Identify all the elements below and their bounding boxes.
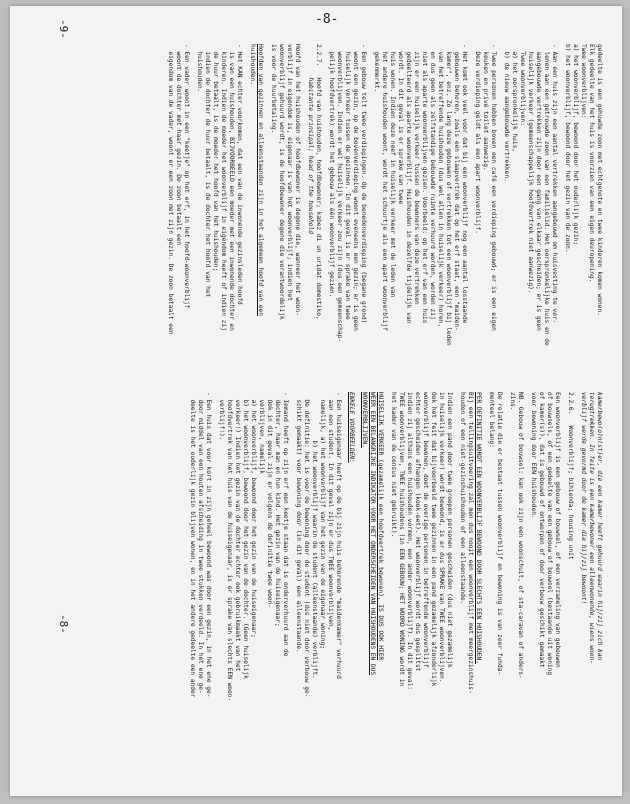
text-line: Twee woonverblijven: — [519, 44, 526, 126]
text-line: De relatie die er bestaat tussen woonverblijf en bewoning is van zeer funda- — [496, 392, 503, 676]
text-line: in huiselijk verkeer) wordt bewoond, is er dus SPRAKE van TWEE woonverblijven. — [438, 392, 445, 683]
text-line: of kamer(s)), dat is gebouwd of ontworpen of door verbouw geschikt gemaakt — [538, 392, 545, 668]
left-page-text — [188, 392, 603, 772]
text-line: PER DEFINITIE WORDT EEN WOONVERBLIJF BEWOOND DOOR SLECHTS EEN HUISHOUDEN. — [475, 392, 482, 664]
text-line: NB. Gebouw of bouwsel: kan ook zijn een woonschuit, of sta-caravan of anders- — [517, 392, 524, 679]
text-line: huishouden. — [196, 44, 203, 93]
paragraph-gap — [503, 392, 508, 772]
text-line: of bouwsels, of een gedeelte van een gebouw of bouwsel (bestaande uit woning — [546, 392, 553, 676]
text-line: woont de dochter met haar gezin. De zoon betaalt een — [175, 44, 182, 246]
text-line: gedeelteerd als aparte woonverblijf. Huishouden in dezelfde tijdelijk van — [405, 44, 412, 324]
text-line: woonverblijven. Indien er wel huiselijk verkeer zou zijn (dus een gemeenschap- — [336, 44, 343, 343]
text-line: Hoofden van gezinnen en alleenstaanden zijn in het algemeen hoofd van een — [257, 44, 264, 316]
text-line: WOONVERBLIJVEN. — [361, 392, 368, 448]
text-line: lenen aan een getrouwde zoon van een familielid. Het oorspronkelijke huis en de — [543, 44, 550, 346]
scanned-sheet — [10, 6, 622, 796]
text-line: - Aan een huis zijn een aantal vertrekken aangebouwd om huisvesting te ver- — [551, 44, 558, 324]
text-line: - Een gebouw telt twee verdiepingen. Op de benedenverdieping (begane grond) — [360, 44, 367, 324]
text-line: TWEE woonverblijven, TWEE huishoudens (in EEN GEBOUW; HET WOORD WONING wordt in — [398, 392, 405, 687]
text-line: Elk gedeelte van het huis is voorzien van een eigen deuropening. — [588, 44, 595, 283]
text-line: indien zij althans een huishouden vormen, een ander woonverblijf). In dit geval: — [406, 392, 413, 691]
text-line: door middel van een houten afscheiding in twee stukken verdeeld. In het ene ge- — [197, 392, 204, 694]
text-line: dochter, haar man en hun kind. Het gezin van de huiseigenaar; — [274, 392, 281, 627]
text-line: - Een vader woont in een "keetje" op het erf, in het hoofd-woonverblijf — [183, 44, 190, 309]
text-line: - Twee personen hebben boven een café een verdieping gebouwd; er is een eigen — [490, 44, 497, 331]
text-line: keuken en privé toilet aanwezig. — [482, 44, 489, 171]
text-line: huishouden. — [249, 44, 256, 85]
text-line: namelijk, a) het woonverblijf van het gezin van de eigenaar woning; — [319, 392, 326, 650]
text-line: kamerbewo(o)n(st)er, die een kamer heeft gehuurd waarin hij/zij zich kan — [596, 392, 603, 661]
paragraph-gap — [482, 392, 487, 772]
text-line: hoofdvertrek van het huis van de huiseigenaar, is er sprake van slechts EEN woon- — [226, 392, 233, 702]
text-line: Ook het feit dat bijvoorbeeld twee gezinnen in een pand gezamelijk afzonderlijk — [430, 392, 437, 687]
text-line: kamer", enz. Zo lang deze gebouwen of vertrekken tot een woonverblijf bij leden — [445, 44, 452, 346]
text-line: eigendom van de vader, woont er een zoon met zijn gezin. De zoon betaalt een — [167, 44, 174, 335]
text-line: a) het woonverblijf, bewoond door het gezin van de huiseigenaar; — [250, 392, 257, 638]
text-line: De definitie: het is voor de bewoning door de student (dus niet door verbouw ge- — [303, 392, 310, 698]
text-line: Ook in dit geval zijn er volgens de definitie twee woon- — [266, 392, 273, 609]
text-line: menteel belang: — [488, 392, 495, 448]
text-line: - Een huiseigenaar heeft op de bij zijn huis behorende "maidenkamer" verhuurd — [335, 392, 342, 679]
text-line: b) het woonverblijf, bewoond door het gezin van de zoon. — [564, 44, 571, 253]
page-number-top: -8- — [315, 12, 339, 27]
text-line: b) het woonverblijf, bewoond door het gezin van de dochter. (Geen huiselijk — [242, 392, 249, 679]
text-line: ENKELE VOORBEELDEN: — [348, 392, 355, 463]
paragraph-gap — [190, 44, 195, 404]
text-line: pelijk hoofdvertrek) wordt het gebouw als één woonverblijf gezien. — [328, 44, 335, 298]
text-line: - Een huis dat voor kort in zijn geheel bewoond was door een gezin, in het ene ge- — [205, 392, 212, 698]
text-line: wordt. In dit geval is er sprake van twee — [397, 44, 404, 205]
text-line: kinderen. Indien de moeder het woonverblijf in eigendom heeft of indien zij — [220, 44, 227, 331]
paragraph-gap — [355, 392, 360, 772]
text-line: gedeelte is een gehuwde zoon met echtgenote en twee kinderen komen wonen. — [596, 44, 603, 316]
text-line: huiselijk verkeer (gemeenschappelijk hoofdvertrek niet aanwezig). — [527, 44, 534, 294]
text-line: huis wonen. Indien deze neef in huiselijk verkeer met de leden van — [389, 44, 396, 298]
text-line: gekenmerkt. — [373, 44, 380, 93]
text-line: aan een student. In dit geval zijn er dus TWEE woonverblijven, — [327, 392, 334, 631]
text-line: Hoofd van het huishouden of hoofdbewoner is degene die, wanneer het woon- — [294, 44, 301, 316]
text-line: is voor de huurbetaling. — [270, 44, 277, 134]
right-page-number: -9- — [57, 19, 70, 39]
text-line: - Het KAN echter voorkomen, dat een van de inwonende gezinsleden hoofd — [236, 44, 243, 305]
text-line: het andere huishouden woont, wordt het schuurtje als een apart woonverblijf — [381, 44, 388, 331]
text-line: huiselijk verkeer tussen de gezinnen. In dit geval is er sprake van twee — [344, 44, 351, 320]
text-line: gebouwen behoren, zoals een slaapvertrek dat op het erf staat, een "maiden- — [453, 44, 460, 331]
right-page-text — [166, 44, 603, 404]
text-line: woont een gezin, op de bovenverdieping woont eveneens een gezin; er is geen — [352, 44, 359, 331]
text-line: a) het woonverblijf, bewoond door het ouderlijk gezin; — [572, 44, 579, 246]
text-line: b) de nieuw aangebouwde vertrekken. — [503, 44, 510, 182]
text-line: a) het oorspronkelijk huis, — [511, 44, 518, 153]
text-line: - Iemand heeft op zijn erf een keetje staan dat is onderverhuurd aan de — [282, 392, 289, 657]
text-line: Deze verdieping geldt als een apart woonverblijf. — [474, 44, 481, 234]
text-line: verblijf in eigendom is, eigenaar is van het woonverblijf; indien het — [286, 44, 293, 302]
text-line: verblijf werde gevormd door de kamer die hij/zij bewoont! — [580, 392, 587, 605]
text-line: woonverblijf bewonen, doet de overige personen in betreffende woonverblijf — [422, 392, 429, 668]
text-line: WEER EEN BELANGRIJKE INDIKATOR VOOR HET ONDERSCHEIDEN VAN HUISHOUDENS EN DUS — [369, 392, 376, 676]
text-line: 2.2.6. Woonverblijf; bihienda; housing unit — [567, 392, 574, 560]
text-line: zins. — [509, 392, 516, 411]
text-line: terugtrekken. In feite is een kamerbewoner een alleenwonende, wiens woon- — [588, 392, 595, 664]
left-page-number: -8- — [57, 614, 70, 634]
text-line: deelte is het ouderlijk gezin blijven wonen, en in het andere gedeelte een ander — [189, 392, 196, 698]
text-line: woonverblijf gehuurd wordt, is de hoofdbewoner degene die verantwoordelijk — [278, 44, 285, 320]
text-line: indien de dochter de huur betaalt, is de dochter het hoofd van het — [204, 44, 211, 298]
text-line: echter gescheiden afhangen (kook-eet). Het woonverblijf wordt dus gesplitst — [414, 392, 421, 672]
text-line: Indien een pand door twee groepen personen gescheiden (dus niet gezamelijk — [446, 392, 453, 668]
text-line: Een woonverblijf is een gebouw of bouwsel, of een verzameling van gebouwen — [554, 392, 561, 668]
text-line: voor bewoning door EEN huishouden. — [530, 392, 537, 519]
text-line: Twee woonverblijven: — [580, 44, 587, 119]
text-line: zijn er een huiselijk verkeer tussen de bewoners van deze vertrekken — [413, 44, 420, 305]
paragraph-gap — [243, 44, 248, 404]
text-line: verblijf!). — [218, 392, 225, 441]
text-line: schikt gemaakt) voor bewoning door (in dit geval) een alleenstaande. — [295, 392, 302, 653]
paragraph-gap — [212, 392, 217, 772]
text-line: aangebouwde vertrekken zijn door een gang van elkaar gescheiden; er is geen — [535, 44, 542, 331]
text-line: habitante prinsipal; head of the household — [307, 44, 314, 234]
text-line: is van een huishouden, BIJVOORBEELD een moeder met een inwonende dochter en — [228, 44, 235, 331]
paragraph-gap — [367, 44, 372, 404]
text-line: verkeer!) Indien het gezin van de dochter echter ook gebruikmaakt van het — [234, 392, 241, 672]
text-line: b) het woonverblijf waarin de student (alleenstaande) verblijft. — [311, 392, 318, 679]
text-line: het kader van de census niet gebruikt). — [390, 392, 397, 538]
text-line: houden of een niet-gezinshuishouden of een alleenstaande. — [459, 392, 466, 605]
text-line: HUISELIJK VERKEER (gezamelijk een hoofdvertrek bewonen), IS DUS OOK HIER — [377, 392, 384, 661]
text-line: de huur betaalt, is de moeder het hoofd van het huishouden; — [212, 44, 219, 272]
text-line: Bij een tellingsuitvoering zal men dus nooit een woonverblijf met meergezinshuis- — [467, 392, 474, 694]
text-line: niet als aparte woonverblijven gezien. Voorbeeld: op het erf van een huis — [421, 44, 428, 324]
text-line: - Het komt ook veel voor dat bij een woonverblijf nog een aantal losstaande — [461, 44, 468, 324]
text-line: en dus geen als zelfstandige bebouwde ruimte verhuurd worden, worden zij — [429, 44, 436, 320]
text-line: van het betreffende huishouden (dus wel allen in huiselijk verkeer) horen, — [437, 44, 444, 328]
text-line: 2.2.7. Hoofd van huishouden, hoofdbewoner; kabez di un uridat domestiko, — [315, 44, 322, 320]
text-line: verblijven, namelijk — [258, 392, 265, 474]
